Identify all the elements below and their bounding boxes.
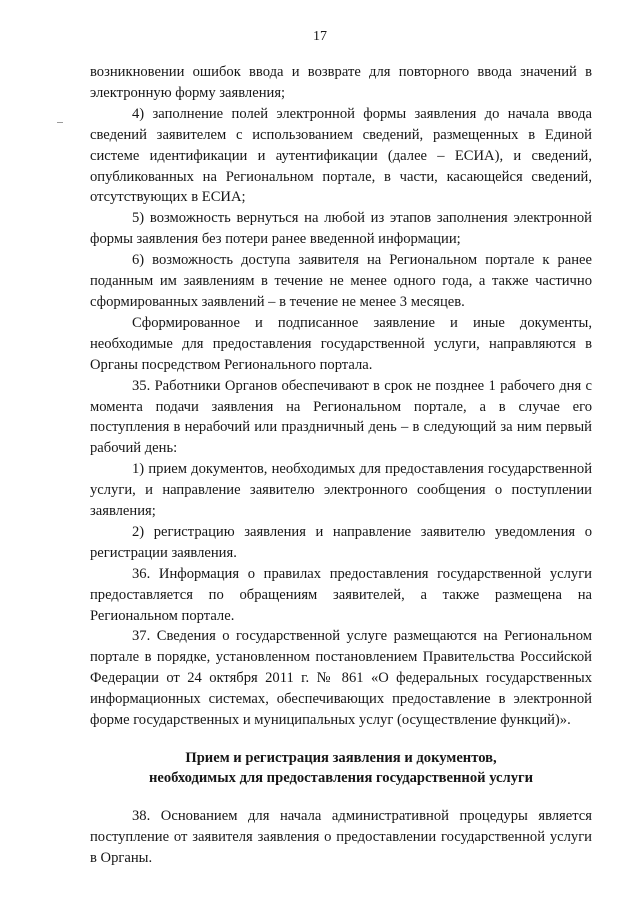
paragraph-clause-37: 37. Сведения о государственной услуге размещаются на Региональном портале в порядке, установленном постановлением Правительства Российской Федерации от 24 октября 2011 г. № 861 «О федеральных государственных информационных системах, обеспечивающих предоставление в электронной форме государственных и муниципальных услуг (осуществление функций)». <box>90 628 592 729</box>
section-heading-line-2: необходимых для предоставления государственной услуги <box>148 770 534 786</box>
paragraph-clause-35: 35. Работники Органов обеспечивают в срок не позднее 1 рабочего дня с момента подачи заявления на Региональном портале, а в случае его поступления в нерабочий или праздничный день – в следующий за ним первый рабочий день: <box>90 377 592 457</box>
margin-mark <box>57 122 63 123</box>
paragraph-clause-38: 38. Основанием для начала административной процедуры является поступление от заявителя заявления о предоставлении государственной услуги в Органы. <box>90 808 592 866</box>
section-heading <box>90 748 592 788</box>
paragraph-clause-35-item-2: 2) регистрацию заявления и направление заявителю уведомления о регистрации заявления. <box>90 523 592 561</box>
paragraph-submission: Сформированное и подписанное заявление и иные документы, необходимые для предоставления государственной услуги, направляются в Органы посредством Регионального портала. <box>90 314 592 373</box>
paragraph-item-5: 5) возможность вернуться на любой из этапов заполнения электронной формы заявления без потери ранее введенной информации; <box>90 210 592 248</box>
body-text <box>90 62 592 869</box>
paragraph-continuation: возникновении ошибок ввода и возврате для повторного ввода значений в электронную форму заявления; <box>90 64 592 101</box>
paragraph-clause-35-item-1: 1) прием документов, необходимых для предоставления государственной услуги, и направление заявителю электронного сообщения о поступлении заявления; <box>90 461 592 520</box>
page-number: 17 <box>313 29 327 44</box>
section-heading-line-1: Прием и регистрация заявления и документов, <box>185 750 497 766</box>
paragraph-item-6: 6) возможность доступа заявителя на Региональном портале к ранее поданным им заявлениям в течение не менее одного года, а также частично сформированных заявлений – в течение не менее 3 месяцев. <box>90 252 592 310</box>
paragraph-item-4: 4) заполнение полей электронной формы заявления до начала ввода сведений заявителем с использованием сведений, размещенных в Единой системе идентификации и аутентификации (далее – ЕСИА), и сведений, опубликованных на Региональном портале, в части, касающейся сведений, отсутствующих в ЕСИА; <box>90 105 592 206</box>
paragraph-clause-36: 36. Информация о правилах предоставления государственной услуги предоставляется по обращениям заявителей, а также размещена на Региональном портале. <box>90 565 592 624</box>
